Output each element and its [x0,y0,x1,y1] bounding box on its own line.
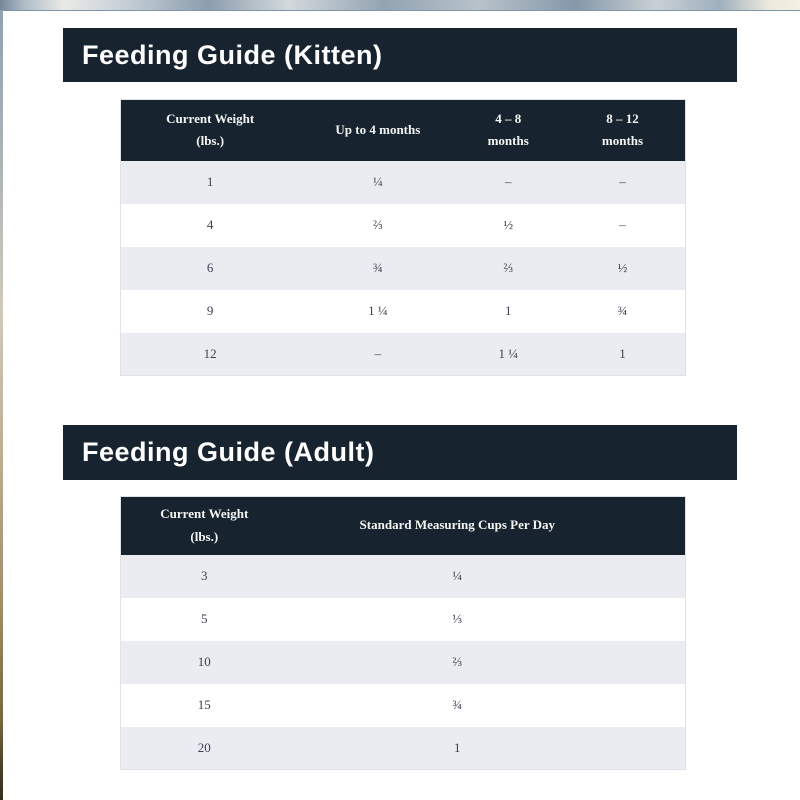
table-row [121,598,686,641]
table-row [121,333,686,376]
table-row [121,727,686,770]
table-row [121,161,686,204]
column-header: Current Weight (lbs.) [121,497,288,555]
table-cell: ⅔ [372,217,383,232]
table-cell: 1 [454,739,461,755]
table-cell: 10 [197,654,211,669]
adult-table-header [121,497,686,555]
table-cell: ¾ [617,303,628,318]
adult-feeding-table-wrap [120,496,686,770]
table-row [121,684,686,727]
table-row [121,204,686,247]
table-cell: 1 [504,303,512,318]
background-photo-edge-left [0,10,3,800]
table-cell: 4 [206,217,214,232]
table-cell: ½ [617,260,628,275]
table-cell: 20 [197,739,211,755]
table-cell: 1 ¼ [368,303,388,318]
table-cell: ⅔ [503,260,514,275]
kitten-table-header [121,100,686,161]
table-cell: ½ [503,217,514,232]
kitten-table-body [121,161,686,376]
table-cell: 12 [203,345,217,361]
table-cell: ¾ [372,260,383,275]
column-header: Current Weight (lbs.) [121,100,300,161]
table-row [121,247,686,290]
table-cell: 15 [197,697,211,712]
adult-section-title: Feeding Guide (Adult) [82,437,375,467]
table-cell: ¼ [372,174,383,189]
kitten-section-title-bar [63,28,737,82]
adult-section-title-bar [63,425,737,480]
background-photo-edge-top [0,0,800,11]
column-header: Standard Measuring Cups Per Day [288,497,686,555]
kitten-section-title: Feeding Guide (Kitten) [82,39,383,70]
column-header: 4 – 8 months [456,100,560,161]
kitten-feeding-table [120,99,686,376]
column-header: Up to 4 months [299,100,456,161]
table-cell: 1 [206,174,214,189]
table-cell: 3 [201,568,208,583]
table-cell: 6 [206,260,214,275]
table-cell: ¾ [452,697,463,712]
column-header: 8 – 12 months [560,100,686,161]
table-row [121,290,686,333]
table-cell: 9 [206,303,214,318]
table-cell: – [374,345,382,361]
table-cell: ⅓ [452,611,463,626]
table-cell: – [619,217,626,232]
table-cell: 1 [619,345,626,361]
table-row [121,641,686,684]
table-row [121,555,686,598]
table-cell: – [504,174,512,189]
table-cell: ¼ [452,568,463,583]
adult-table-body [121,555,686,770]
kitten-feeding-table-wrap [120,99,686,376]
table-cell: 1 ¼ [498,345,518,361]
table-cell: – [619,174,626,189]
table-cell: 5 [201,611,208,626]
adult-feeding-table [120,496,686,770]
table-cell: ⅔ [452,654,463,669]
